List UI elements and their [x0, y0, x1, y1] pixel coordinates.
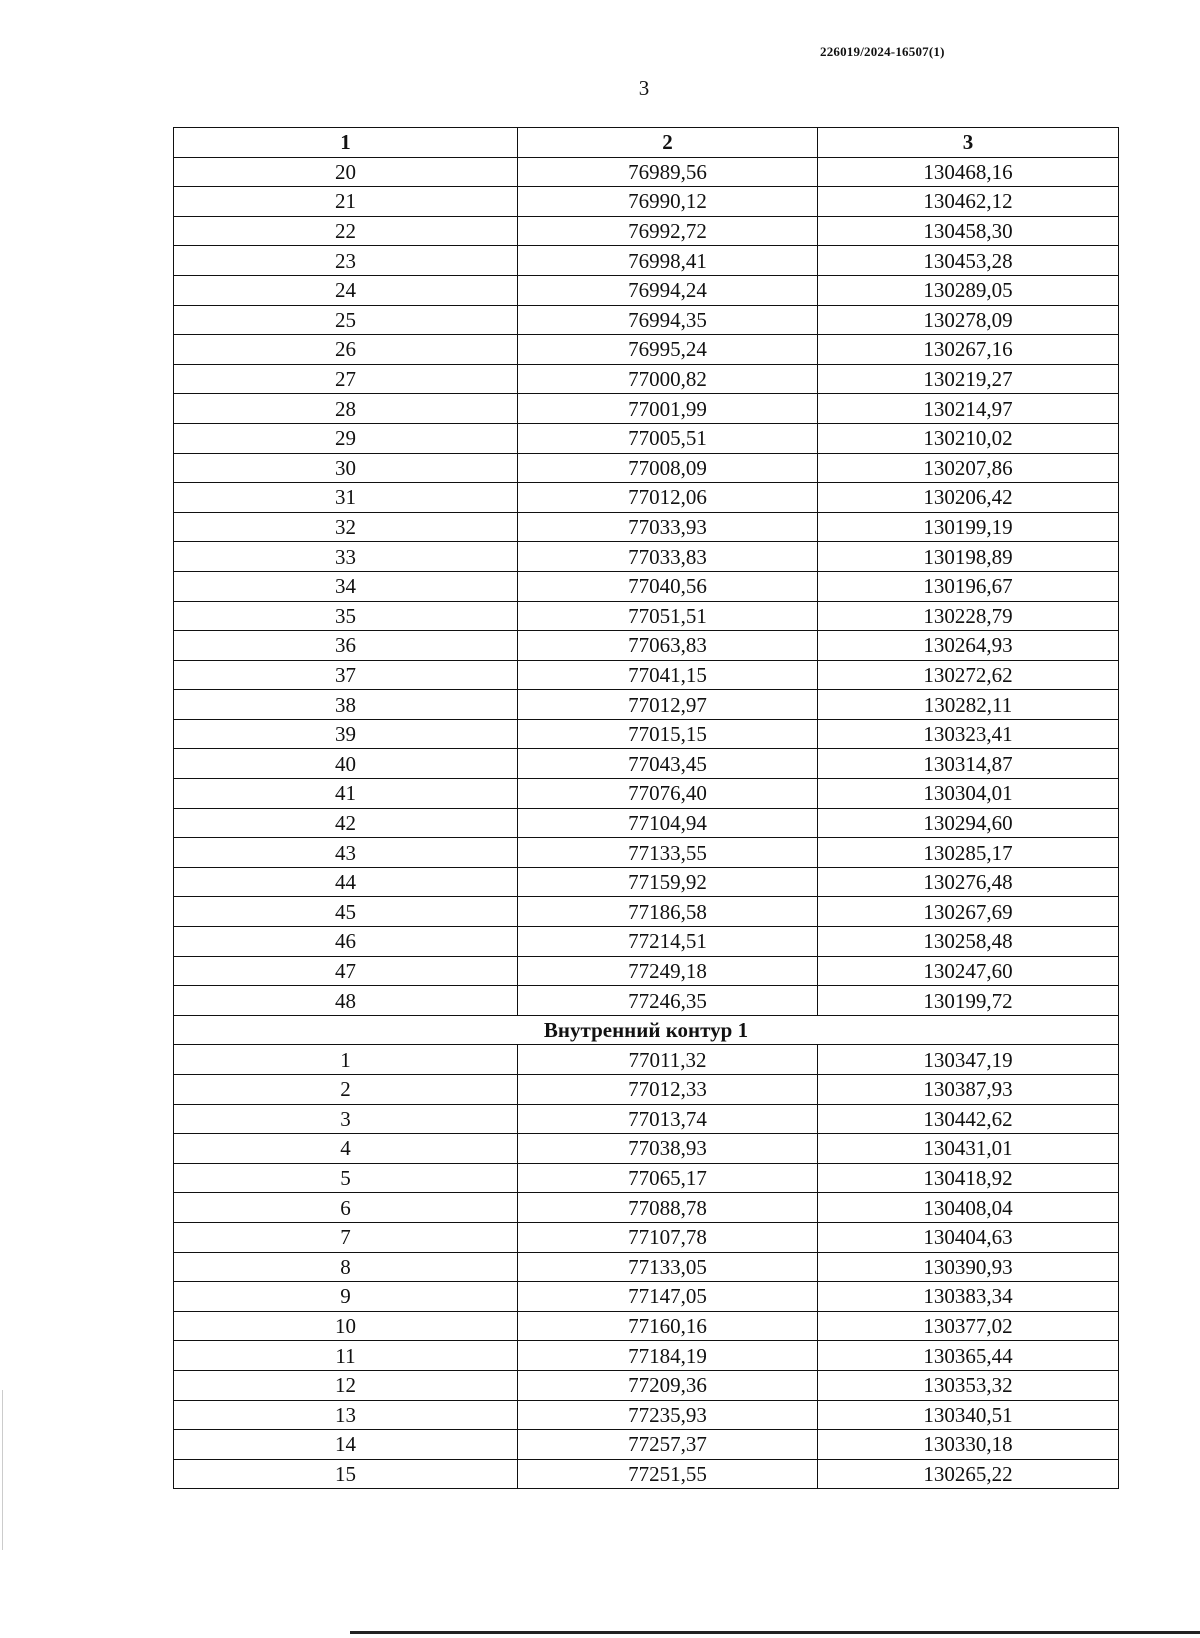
- point-number-cell: 42: [174, 808, 518, 838]
- table-row: [174, 483, 1119, 513]
- coordinates-table-container: [173, 127, 1118, 1489]
- x-coordinate-cell: 77040,56: [518, 571, 818, 601]
- table-row: [174, 423, 1119, 453]
- x-coordinate-cell: 76990,12: [518, 187, 818, 217]
- table-header-row: [174, 128, 1119, 158]
- table-row: [174, 1430, 1119, 1460]
- y-coordinate-cell: 130442,62: [818, 1104, 1119, 1134]
- point-number-cell: 14: [174, 1430, 518, 1460]
- y-coordinate-cell: 130462,12: [818, 187, 1119, 217]
- x-coordinate-cell: 77012,97: [518, 690, 818, 720]
- point-number-cell: 43: [174, 838, 518, 868]
- table-row: [174, 571, 1119, 601]
- table-row: [174, 927, 1119, 957]
- point-number-cell: 39: [174, 719, 518, 749]
- header-col-2: 2: [518, 128, 818, 158]
- point-number-cell: 8: [174, 1252, 518, 1282]
- x-coordinate-cell: 77033,93: [518, 512, 818, 542]
- y-coordinate-cell: 130377,02: [818, 1311, 1119, 1341]
- table-row: [174, 1282, 1119, 1312]
- header-col-3: 3: [818, 128, 1119, 158]
- y-coordinate-cell: 130468,16: [818, 157, 1119, 187]
- table-row: [174, 1163, 1119, 1193]
- point-number-cell: 41: [174, 779, 518, 809]
- table-row: [174, 1252, 1119, 1282]
- y-coordinate-cell: 130278,09: [818, 305, 1119, 335]
- x-coordinate-cell: 77235,93: [518, 1400, 818, 1430]
- y-coordinate-cell: 130210,02: [818, 423, 1119, 453]
- point-number-cell: 22: [174, 216, 518, 246]
- y-coordinate-cell: 130418,92: [818, 1163, 1119, 1193]
- y-coordinate-cell: 130264,93: [818, 631, 1119, 661]
- point-number-cell: 48: [174, 986, 518, 1016]
- table-row: [174, 512, 1119, 542]
- x-coordinate-cell: 77209,36: [518, 1370, 818, 1400]
- table-row: [174, 719, 1119, 749]
- point-number-cell: 30: [174, 453, 518, 483]
- y-coordinate-cell: 130206,42: [818, 483, 1119, 513]
- y-coordinate-cell: 130258,48: [818, 927, 1119, 957]
- table-row: [174, 779, 1119, 809]
- x-coordinate-cell: 77012,06: [518, 483, 818, 513]
- point-number-cell: 11: [174, 1341, 518, 1371]
- x-coordinate-cell: 77251,55: [518, 1459, 818, 1489]
- x-coordinate-cell: 77001,99: [518, 394, 818, 424]
- y-coordinate-cell: 130458,30: [818, 216, 1119, 246]
- point-number-cell: 4: [174, 1134, 518, 1164]
- table-body-main: [174, 157, 1119, 1015]
- x-coordinate-cell: 77160,16: [518, 1311, 818, 1341]
- x-coordinate-cell: 77005,51: [518, 423, 818, 453]
- x-coordinate-cell: 77033,83: [518, 542, 818, 572]
- x-coordinate-cell: 76992,72: [518, 216, 818, 246]
- y-coordinate-cell: 130353,32: [818, 1370, 1119, 1400]
- table-row: [174, 1341, 1119, 1371]
- section-title: Внутренний контур 1: [174, 1015, 1119, 1045]
- y-coordinate-cell: 130294,60: [818, 808, 1119, 838]
- x-coordinate-cell: 77257,37: [518, 1430, 818, 1460]
- y-coordinate-cell: 130265,22: [818, 1459, 1119, 1489]
- x-coordinate-cell: 77133,05: [518, 1252, 818, 1282]
- table-row: [174, 1459, 1119, 1489]
- table-row: [174, 1134, 1119, 1164]
- y-coordinate-cell: 130387,93: [818, 1075, 1119, 1105]
- table-row: [174, 364, 1119, 394]
- table-row: [174, 808, 1119, 838]
- y-coordinate-cell: 130214,97: [818, 394, 1119, 424]
- table-row: [174, 1193, 1119, 1223]
- document-number: 226019/2024-16507(1): [820, 44, 945, 59]
- x-coordinate-cell: 77104,94: [518, 808, 818, 838]
- point-number-cell: 13: [174, 1400, 518, 1430]
- coordinates-table: [173, 127, 1119, 1489]
- x-coordinate-cell: 77000,82: [518, 364, 818, 394]
- table-row: [174, 1311, 1119, 1341]
- table-row: [174, 305, 1119, 335]
- table-row: [174, 749, 1119, 779]
- point-number-cell: 29: [174, 423, 518, 453]
- table-row: [174, 690, 1119, 720]
- x-coordinate-cell: 77012,33: [518, 1075, 818, 1105]
- x-coordinate-cell: 76994,24: [518, 275, 818, 305]
- point-number-cell: 2: [174, 1075, 518, 1105]
- table-row: [174, 335, 1119, 365]
- x-coordinate-cell: 77246,35: [518, 986, 818, 1016]
- table-row: [174, 246, 1119, 276]
- point-number-cell: 34: [174, 571, 518, 601]
- x-coordinate-cell: 77051,51: [518, 601, 818, 631]
- point-number-cell: 35: [174, 601, 518, 631]
- x-coordinate-cell: 77147,05: [518, 1282, 818, 1312]
- x-coordinate-cell: 77076,40: [518, 779, 818, 809]
- x-coordinate-cell: 76989,56: [518, 157, 818, 187]
- y-coordinate-cell: 130282,11: [818, 690, 1119, 720]
- point-number-cell: 47: [174, 956, 518, 986]
- y-coordinate-cell: 130199,19: [818, 512, 1119, 542]
- table-row: [174, 838, 1119, 868]
- x-coordinate-cell: 77043,45: [518, 749, 818, 779]
- y-coordinate-cell: 130383,34: [818, 1282, 1119, 1312]
- y-coordinate-cell: 130267,69: [818, 897, 1119, 927]
- page-number: 3: [638, 76, 650, 100]
- point-number-cell: 20: [174, 157, 518, 187]
- point-number-cell: 21: [174, 187, 518, 217]
- header-col-1: 1: [174, 128, 518, 158]
- table-row: [174, 542, 1119, 572]
- x-coordinate-cell: 76998,41: [518, 246, 818, 276]
- x-coordinate-cell: 77133,55: [518, 838, 818, 868]
- x-coordinate-cell: 77041,15: [518, 660, 818, 690]
- y-coordinate-cell: 130196,67: [818, 571, 1119, 601]
- table-row: [174, 157, 1119, 187]
- x-coordinate-cell: 77107,78: [518, 1222, 818, 1252]
- x-coordinate-cell: 77214,51: [518, 927, 818, 957]
- bottom-scan-edge: [350, 1631, 1200, 1634]
- table-section: [174, 1015, 1119, 1045]
- table-row: [174, 867, 1119, 897]
- x-coordinate-cell: 77011,32: [518, 1045, 818, 1075]
- point-number-cell: 15: [174, 1459, 518, 1489]
- y-coordinate-cell: 130323,41: [818, 719, 1119, 749]
- table-row: [174, 1104, 1119, 1134]
- y-coordinate-cell: 130453,28: [818, 246, 1119, 276]
- y-coordinate-cell: 130276,48: [818, 867, 1119, 897]
- y-coordinate-cell: 130314,87: [818, 749, 1119, 779]
- table-row: [174, 601, 1119, 631]
- table-row: [174, 897, 1119, 927]
- point-number-cell: 7: [174, 1222, 518, 1252]
- point-number-cell: 26: [174, 335, 518, 365]
- table-row: [174, 453, 1119, 483]
- point-number-cell: 1: [174, 1045, 518, 1075]
- point-number-cell: 38: [174, 690, 518, 720]
- y-coordinate-cell: 130365,44: [818, 1341, 1119, 1371]
- table-row: [174, 1222, 1119, 1252]
- y-coordinate-cell: 130247,60: [818, 956, 1119, 986]
- point-number-cell: 28: [174, 394, 518, 424]
- y-coordinate-cell: 130347,19: [818, 1045, 1119, 1075]
- point-number-cell: 6: [174, 1193, 518, 1223]
- y-coordinate-cell: 130408,04: [818, 1193, 1119, 1223]
- x-coordinate-cell: 77184,19: [518, 1341, 818, 1371]
- left-scan-edge: [2, 1390, 3, 1550]
- x-coordinate-cell: 76995,24: [518, 335, 818, 365]
- point-number-cell: 45: [174, 897, 518, 927]
- x-coordinate-cell: 77063,83: [518, 631, 818, 661]
- point-number-cell: 31: [174, 483, 518, 513]
- section-row: [174, 1015, 1119, 1045]
- y-coordinate-cell: 130272,62: [818, 660, 1119, 690]
- y-coordinate-cell: 130219,27: [818, 364, 1119, 394]
- x-coordinate-cell: 77065,17: [518, 1163, 818, 1193]
- y-coordinate-cell: 130431,01: [818, 1134, 1119, 1164]
- table-row: [174, 216, 1119, 246]
- table-row: [174, 631, 1119, 661]
- point-number-cell: 10: [174, 1311, 518, 1341]
- table-row: [174, 986, 1119, 1016]
- x-coordinate-cell: 77038,93: [518, 1134, 818, 1164]
- table-row: [174, 1075, 1119, 1105]
- point-number-cell: 37: [174, 660, 518, 690]
- y-coordinate-cell: 130304,01: [818, 779, 1119, 809]
- x-coordinate-cell: 77249,18: [518, 956, 818, 986]
- point-number-cell: 32: [174, 512, 518, 542]
- table-row: [174, 187, 1119, 217]
- table-row: [174, 275, 1119, 305]
- table-row: [174, 394, 1119, 424]
- table-row: [174, 1370, 1119, 1400]
- table-body-inner: [174, 1045, 1119, 1489]
- x-coordinate-cell: 77015,15: [518, 719, 818, 749]
- y-coordinate-cell: 130285,17: [818, 838, 1119, 868]
- x-coordinate-cell: 77186,58: [518, 897, 818, 927]
- table-row: [174, 1400, 1119, 1430]
- x-coordinate-cell: 77013,74: [518, 1104, 818, 1134]
- y-coordinate-cell: 130207,86: [818, 453, 1119, 483]
- point-number-cell: 44: [174, 867, 518, 897]
- y-coordinate-cell: 130330,18: [818, 1430, 1119, 1460]
- x-coordinate-cell: 77088,78: [518, 1193, 818, 1223]
- point-number-cell: 33: [174, 542, 518, 572]
- point-number-cell: 40: [174, 749, 518, 779]
- y-coordinate-cell: 130289,05: [818, 275, 1119, 305]
- point-number-cell: 23: [174, 246, 518, 276]
- point-number-cell: 12: [174, 1370, 518, 1400]
- x-coordinate-cell: 76994,35: [518, 305, 818, 335]
- table-row: [174, 1045, 1119, 1075]
- y-coordinate-cell: 130404,63: [818, 1222, 1119, 1252]
- point-number-cell: 25: [174, 305, 518, 335]
- y-coordinate-cell: 130390,93: [818, 1252, 1119, 1282]
- table-row: [174, 660, 1119, 690]
- point-number-cell: 36: [174, 631, 518, 661]
- table-row: [174, 956, 1119, 986]
- point-number-cell: 5: [174, 1163, 518, 1193]
- point-number-cell: 24: [174, 275, 518, 305]
- point-number-cell: 27: [174, 364, 518, 394]
- point-number-cell: 3: [174, 1104, 518, 1134]
- y-coordinate-cell: 130199,72: [818, 986, 1119, 1016]
- point-number-cell: 46: [174, 927, 518, 957]
- x-coordinate-cell: 77008,09: [518, 453, 818, 483]
- y-coordinate-cell: 130340,51: [818, 1400, 1119, 1430]
- y-coordinate-cell: 130267,16: [818, 335, 1119, 365]
- y-coordinate-cell: 130198,89: [818, 542, 1119, 572]
- y-coordinate-cell: 130228,79: [818, 601, 1119, 631]
- x-coordinate-cell: 77159,92: [518, 867, 818, 897]
- point-number-cell: 9: [174, 1282, 518, 1312]
